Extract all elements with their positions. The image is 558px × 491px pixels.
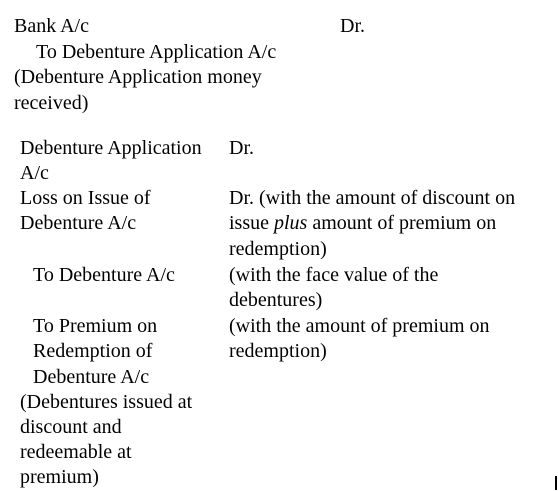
entry1-credit-account: To Debenture Application A/c <box>36 41 277 63</box>
entry2-narration-line4: premium) <box>20 466 99 488</box>
entry2-credit2-line3: Debenture A/c <box>33 366 150 388</box>
entry2-debit2-line2: Debenture A/c <box>20 212 137 234</box>
entry2-credit2-note-line2: redemption) <box>229 340 327 362</box>
entry2-credit1-note-line2: debentures) <box>229 289 323 311</box>
entry1-narration-line1: (Debenture Application money <box>14 66 262 88</box>
entry2-debit1-dr-marker: Dr. <box>229 137 254 159</box>
entry2-debit1-line2: A/c <box>20 162 49 184</box>
page-edge-mark <box>555 476 557 490</box>
entry2-narration-line3: redeemable at <box>20 441 132 463</box>
entry2-narration-line1: (Debentures issued at <box>20 391 193 413</box>
entry2-credit1-note-line1: (with the face value of the <box>229 264 439 286</box>
entry2-debit2-dr-marker: Dr. <box>229 187 254 209</box>
entry1-debit-account: Bank A/c <box>14 15 89 37</box>
entry2-debit2-line1: Loss on Issue of <box>20 187 151 209</box>
entry2-credit1: To Debenture A/c <box>33 264 175 286</box>
entry2-narration-line2: discount and <box>20 416 122 438</box>
entry2-debit2-note-line1 <box>229 186 515 211</box>
entry1-narration-line2: received) <box>14 92 89 114</box>
entry2-credit2-line1: To Premium on <box>33 315 158 337</box>
entry1-dr-marker: Dr. <box>340 15 365 37</box>
entry2-debit2-note-line2-pre: issue <box>229 212 269 234</box>
entry2-debit2-note-line1-text: (with the amount of discount on <box>259 187 516 209</box>
entry2-credit2-line2: Redemption of <box>33 340 153 362</box>
entry2-debit2-note-line2 <box>229 211 496 236</box>
entry2-debit2-note-line3: redemption) <box>229 238 327 260</box>
entry2-debit2-note-line2-emphasis: plus <box>274 212 308 234</box>
entry2-debit1-line1: Debenture Application <box>20 137 202 159</box>
entry2-credit2-note-line1: (with the amount of premium on <box>229 315 490 337</box>
entry2-debit2-note-line2-post: amount of premium on <box>312 212 497 234</box>
